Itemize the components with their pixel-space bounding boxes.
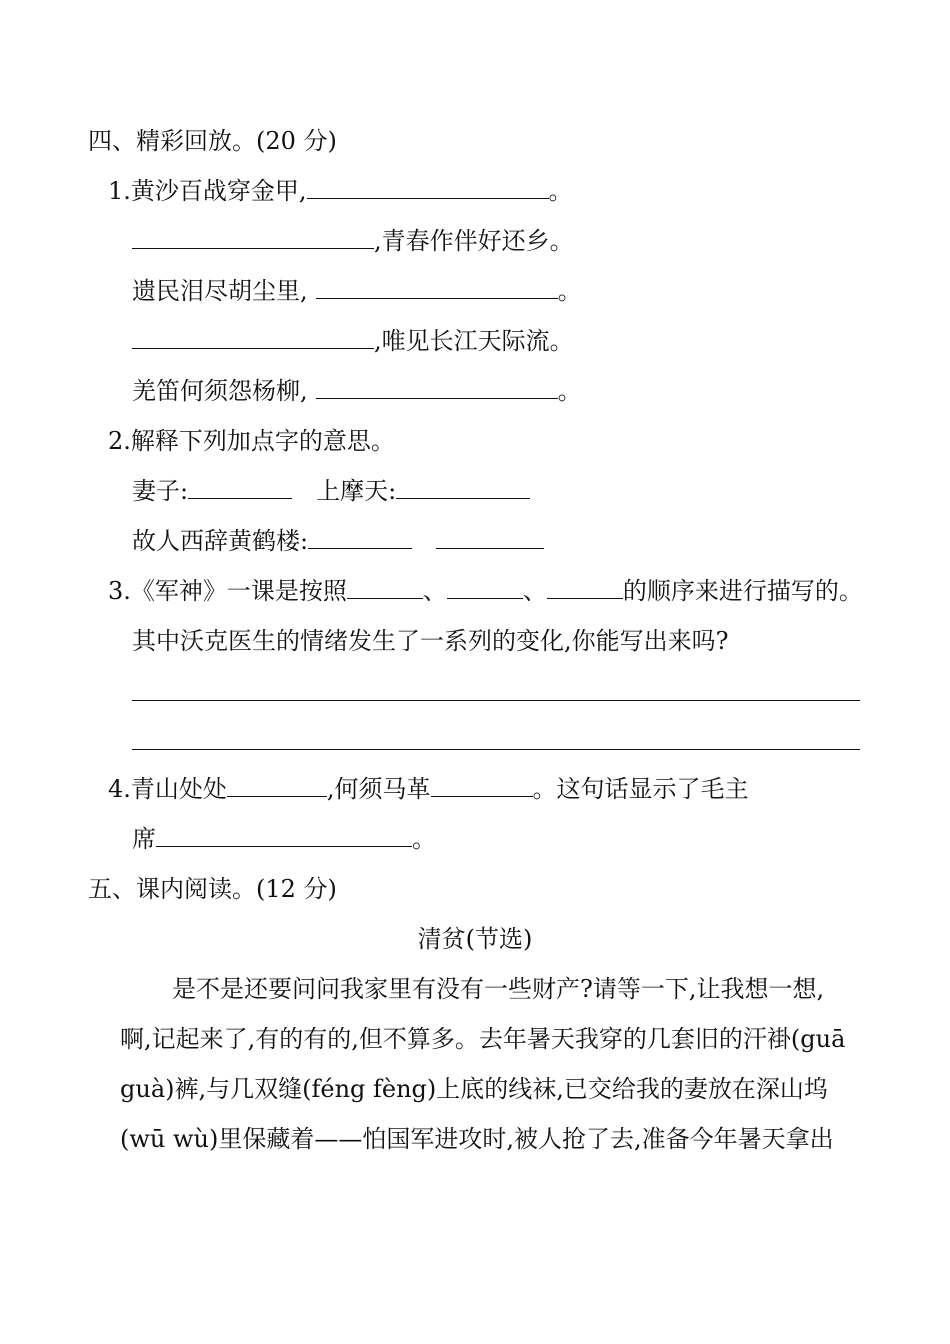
q1-line5-prefix: 羌笛何须怨杨柳, — [132, 377, 308, 405]
q2-item1-label: 妻子: — [132, 477, 189, 505]
q3-line2: 其中沃克医生的情绪发生了一系列的变化,你能写出来吗? — [132, 627, 729, 655]
q3-suffix: 的顺序来进行描写的。 — [622, 577, 863, 605]
answer-blank[interactable] — [156, 824, 412, 847]
answer-blank[interactable] — [132, 226, 374, 249]
q4-prefix: 4.青山处处 — [108, 775, 227, 803]
passage-line: 啊,记起来了,有的有的,但不算多。去年暑天我穿的几套旧的汗褂(guā — [120, 1025, 846, 1053]
answer-blank[interactable] — [347, 576, 423, 599]
answer-blank[interactable] — [436, 526, 544, 549]
q1-line2-suffix: ,青春作伴好还乡。 — [374, 227, 574, 255]
q2-item2-label: 上摩天: — [316, 477, 397, 505]
passage-line: (wū wù)里保藏着——怕国军进攻时,被人抢了去,准备今年暑天拿出 — [120, 1125, 834, 1153]
q1-line2 — [132, 226, 574, 256]
q4-line2-suffix: 。 — [412, 825, 436, 853]
answer-line[interactable] — [132, 700, 860, 701]
answer-blank[interactable] — [316, 276, 558, 299]
q1-line4-suffix: ,唯见长江天际流。 — [374, 327, 574, 355]
q1-line5 — [132, 376, 582, 406]
q4-suffix: 。这句话显示了毛主 — [532, 775, 749, 803]
q3-line1 — [108, 576, 863, 606]
q4-mid: ,何须马革 — [326, 775, 431, 803]
answer-blank[interactable] — [132, 326, 374, 349]
q4-line2-prefix: 席 — [132, 825, 156, 853]
passage-line: guà)裤,与几双缝(féng fèng)上底的线袜,已交给我的妻放在深山坞 — [120, 1075, 828, 1103]
answer-blank[interactable] — [396, 476, 530, 499]
q3-prefix: 3.《军神》一课是按照 — [108, 577, 347, 605]
q2-item3-label: 故人西辞黄鹤楼: — [132, 527, 309, 555]
passage-line: 是不是还要问问我家里有没有一些财产?请等一下,让我想一想, — [172, 975, 825, 1003]
answer-blank[interactable] — [447, 576, 523, 599]
passage-title: 清贫(节选) — [417, 925, 533, 953]
answer-blank[interactable] — [547, 576, 623, 599]
q1-line3-suffix: 。 — [557, 277, 582, 305]
q1-line1-prefix: 1.黄沙百战穿金甲, — [108, 177, 307, 205]
q1-line3 — [132, 276, 582, 306]
answer-blank[interactable] — [308, 526, 412, 549]
q1-line3-prefix: 遗民泪尽胡尘里, — [132, 277, 308, 305]
q4-line1 — [108, 774, 749, 804]
q2-prompt: 2.解释下列加点字的意思。 — [108, 427, 395, 455]
section4-heading: 四、精彩回放。(20 分) — [88, 127, 337, 155]
section5-heading: 五、课内阅读。(12 分) — [88, 875, 337, 903]
answer-blank[interactable] — [188, 476, 292, 499]
answer-line[interactable] — [132, 749, 860, 750]
answer-blank[interactable] — [316, 376, 558, 399]
q1-line1 — [108, 176, 573, 206]
q1-line5-suffix: 。 — [557, 377, 582, 405]
q4-line2 — [132, 824, 436, 854]
q3-sep: 、 — [422, 577, 447, 605]
answer-blank[interactable] — [227, 774, 327, 797]
q1-line1-suffix: 。 — [548, 177, 573, 205]
q1-line4 — [132, 326, 574, 356]
q2-row2 — [132, 526, 544, 556]
answer-blank[interactable] — [307, 176, 549, 199]
answer-blank[interactable] — [431, 774, 533, 797]
q2-row1 — [132, 476, 530, 506]
q3-sep: 、 — [522, 577, 547, 605]
